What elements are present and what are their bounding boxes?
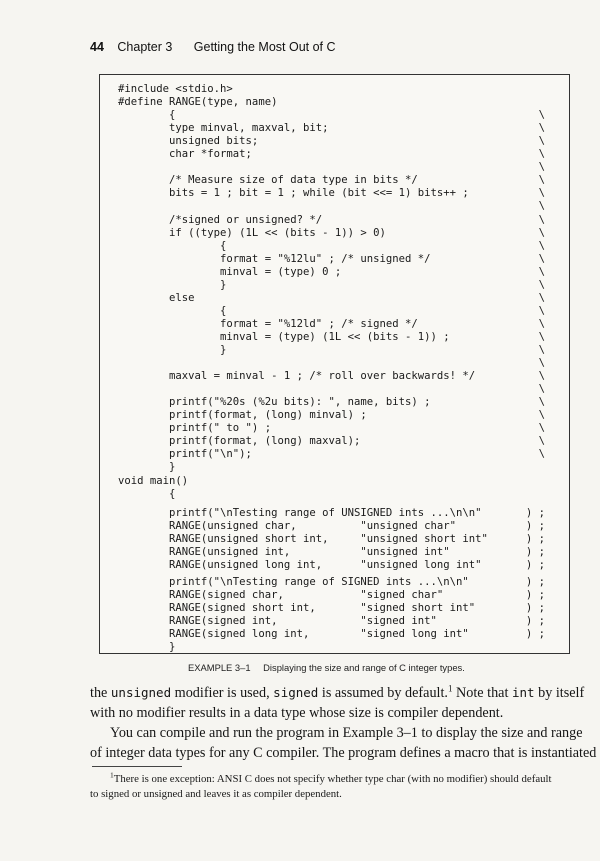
statement-terminator: ) ;: [525, 519, 545, 532]
footnote-marker: 1: [110, 770, 114, 780]
statement-terminator: ) ;: [525, 545, 545, 558]
code-line: [100, 239, 569, 253]
code-text: printf(format, (long) minval) ;: [118, 409, 367, 422]
code-line: [100, 291, 569, 305]
code-line: [100, 186, 569, 200]
statement-terminator: ) ;: [525, 588, 545, 601]
statement-terminator: ) ;: [525, 615, 545, 627]
code-text: maxval = minval - 1 ; /* roll over backwards! */: [118, 370, 476, 383]
chapter-title: Getting the Most Out of C: [193, 40, 336, 54]
code-text: printf(format, (long) maxval);: [118, 435, 361, 448]
code-text: void main(): [118, 474, 189, 487]
code-text: {: [118, 239, 227, 252]
code-line: [100, 487, 569, 501]
body-line-2: with no modifier results in a data type whose size is compiler dependent.: [90, 705, 504, 721]
code-line: [100, 95, 569, 109]
example-caption: [188, 662, 465, 673]
line-continuation: \: [538, 278, 545, 291]
code-text: {: [118, 109, 176, 122]
code-text: minval = (type) 0 ;: [118, 265, 342, 278]
line-continuation: \: [538, 226, 545, 239]
code-line: [100, 532, 569, 546]
code-text: }: [118, 461, 176, 474]
code-text: minval = (type) (1L << (bits - 1)) ;: [118, 330, 450, 343]
code-line: [100, 343, 569, 357]
line-continuation: \: [538, 200, 545, 213]
code-text: printf("%20s (%2u bits): ", name, bits) ;: [118, 396, 431, 409]
code-text: RANGE(signed char, "signed char": [118, 588, 444, 601]
line-continuation: \: [538, 396, 545, 409]
line-continuation: \: [538, 122, 545, 135]
line-continuation: \: [538, 370, 545, 383]
code-text: RANGE(unsigned int, "unsigned int": [118, 545, 450, 558]
footnote-line-1: There is one exception: ANSI C does not specify whether type char (with no modifier) should default: [113, 773, 552, 785]
code-line: [100, 447, 569, 461]
code-text: RANGE(unsigned long int, "unsigned long int": [118, 558, 482, 571]
footnote-reference: 1: [447, 683, 453, 694]
line-continuation: \: [538, 265, 545, 278]
code-text: /* Measure size of data type in bits */: [118, 174, 418, 187]
line-continuation: \: [538, 435, 545, 448]
code-line: [100, 278, 569, 292]
code-line: [100, 460, 569, 474]
code-line: [100, 627, 569, 641]
code-text: {: [118, 487, 176, 500]
code-text: format = "%12lu" ; /* unsigned */: [118, 252, 431, 265]
code-text: }: [118, 641, 176, 654]
code-line: [100, 519, 569, 533]
code-text: {: [118, 304, 227, 317]
body-text: is assumed by default.: [318, 685, 448, 701]
line-continuation: \: [538, 422, 545, 435]
footnote-rule: [92, 766, 182, 767]
code-text: RANGE(unsigned char, "unsigned char": [118, 519, 457, 532]
statement-terminator: ) ;: [525, 628, 545, 641]
statement-terminator: ) ;: [525, 601, 545, 614]
code-text: format = "%12ld" ; /* signed */: [118, 317, 418, 330]
code-line: [100, 82, 569, 96]
line-continuation: \: [538, 239, 545, 252]
code-listing: [99, 74, 570, 654]
code-text: printf("\n");: [118, 448, 252, 461]
code-text: }: [118, 344, 227, 356]
code-text: if ((type) (1L << (bits - 1)) > 0): [118, 226, 386, 239]
code-text: bits = 1 ; bit = 1 ; while (bit <<= 1) bits++ ;: [118, 187, 469, 200]
code-line: [100, 601, 569, 615]
body-line-4: of integer data types for any C compiler. The program defines a macro that is instantiated: [90, 745, 597, 761]
line-continuation: \: [538, 252, 545, 265]
body-text: modifier is used,: [171, 685, 274, 701]
body-text: Note that: [452, 685, 512, 701]
line-continuation: \: [538, 344, 545, 356]
line-continuation: \: [538, 383, 545, 396]
inline-code-unsigned: unsigned: [110, 685, 172, 700]
code-line: [100, 421, 569, 435]
page-number: 44: [90, 40, 104, 54]
code-line: [100, 640, 569, 654]
chapter-label: Chapter 3: [117, 40, 173, 54]
code-line: [100, 147, 569, 161]
line-continuation: \: [538, 148, 545, 161]
code-line: [100, 134, 569, 148]
code-line: [100, 614, 569, 628]
code-line: [100, 369, 569, 383]
body-text: by itself: [534, 685, 585, 701]
code-line: [100, 226, 569, 240]
code-text: }: [118, 278, 227, 291]
code-text: RANGE(signed int, "signed int": [118, 615, 437, 627]
line-continuation: \: [538, 291, 545, 304]
code-text: #include <stdio.h>: [118, 83, 233, 95]
code-text: else: [118, 291, 195, 304]
inline-code-signed: signed: [273, 685, 319, 700]
line-continuation: \: [538, 161, 545, 174]
line-continuation: \: [538, 448, 545, 461]
code-text: RANGE(signed short int, "signed short int": [118, 601, 476, 614]
line-continuation: \: [538, 213, 545, 226]
body-line-3: You can compile and run the program in Example 3–1 to display the size and range: [110, 725, 583, 741]
code-text: /*signed or unsigned? */: [118, 213, 323, 226]
code-line: [100, 588, 569, 602]
code-line: [100, 265, 569, 279]
line-continuation: \: [538, 174, 545, 187]
line-continuation: \: [538, 135, 545, 148]
code-line: [100, 356, 569, 370]
code-line: [100, 317, 569, 331]
code-line: [100, 474, 569, 488]
page-header: [90, 40, 336, 54]
body-line-1: [90, 683, 585, 703]
code-text: type minval, maxval, bit;: [118, 122, 329, 135]
code-text: unsigned bits;: [118, 135, 259, 148]
code-text: #define RANGE(type, name): [118, 96, 278, 109]
caption-label: EXAMPLE 3–1: [188, 662, 251, 673]
footnote-line-2: to signed or unsigned and leaves it as compiler dependent.: [90, 788, 342, 800]
code-line: [100, 160, 569, 174]
code-line: [100, 304, 569, 318]
line-continuation: \: [538, 317, 545, 330]
line-continuation: \: [538, 357, 545, 370]
code-line: [100, 382, 569, 396]
code-line: [100, 121, 569, 135]
code-text: char *format;: [118, 148, 252, 161]
code-text: RANGE(unsigned short int, "unsigned short int": [118, 532, 488, 545]
code-line: [100, 213, 569, 227]
line-continuation: \: [538, 330, 545, 343]
code-text: RANGE(signed long int, "signed long int": [118, 628, 469, 641]
code-line: [100, 506, 569, 520]
code-line: [100, 395, 569, 409]
code-line: [100, 558, 569, 572]
code-line: [100, 330, 569, 344]
code-line: [100, 408, 569, 422]
statement-terminator: ) ;: [525, 532, 545, 545]
code-text: printf("\nTesting range of UNSIGNED ints ...\n\n": [118, 506, 482, 519]
line-continuation: \: [538, 409, 545, 422]
code-line: [100, 108, 569, 122]
code-text: printf(" to ") ;: [118, 422, 272, 435]
code-text: printf("\nTesting range of SIGNED ints ...\n\n": [118, 575, 469, 588]
code-line: [100, 173, 569, 187]
inline-code-int: int: [511, 685, 535, 700]
statement-terminator: ) ;: [525, 506, 545, 519]
body-text: the: [90, 685, 111, 701]
line-continuation: \: [538, 109, 545, 122]
code-line: [100, 575, 569, 589]
line-continuation: \: [538, 187, 545, 200]
statement-terminator: ) ;: [525, 558, 545, 571]
code-line: [100, 199, 569, 213]
footnote: [90, 772, 585, 802]
line-continuation: \: [538, 304, 545, 317]
code-line: [100, 545, 569, 559]
code-line: [100, 252, 569, 266]
statement-terminator: ) ;: [525, 575, 545, 588]
code-line: [100, 434, 569, 448]
caption-text: Displaying the size and range of C integer types.: [263, 662, 465, 673]
